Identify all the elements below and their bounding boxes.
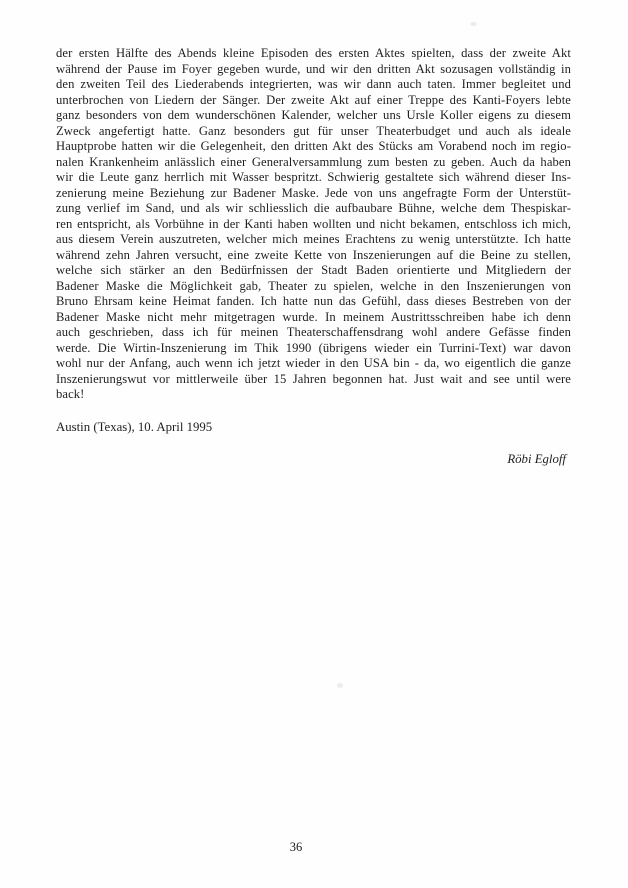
page-number: 36 [289,840,303,854]
text-line: Zweck angefertigt hatte. Ganz besonders gut für unser Theaterbudget und auch als ideale [56,123,571,138]
text-line: zung verlief im Sand, und als wir schliesslich die aufbaubare Bühne, welche dem Thespiskar- [56,201,571,215]
text-line: werde. Die Wirtin-Inszenierung im Thik 1990 (übrigens wieder ein Turrini-Text) war davon [56,340,571,355]
author-signature: Röbi Egloff [507,452,566,466]
text-line: Badener Maske nicht mehr mitgetragen wurde. In meinem Austrittsschreiben habe ich denn [56,309,571,324]
text-line: wohl nur der Anfang, auch wenn ich jetzt wieder in den USA bin - da, wo eigentlich die ganze [56,356,571,370]
text-line: während der Pause im Foyer gegeben wurde, und wir den dritten Akt sozusagen vollständig in [56,61,571,76]
scan-smudge [337,683,343,688]
text-line: Badener Maske die Möglichkeit gab, Theater zu spielen, welche in den Inszenierungen von [56,278,571,293]
text-line: Inszenierungswut vor mittlerweile über 15 Jahren begonnen hat. Just wait and see until were [56,371,571,386]
text-line: nalen Krankenheim anlässlich einer Generalversammlung zum besten zu geben. Auch da haben [56,154,571,169]
text-line: während zehn Jahren versucht, eine zweite Kette von Inszenierungen auf die Beine zu stellen, [56,247,571,262]
text-line: Bruno Ehrsam keine Heimat fanden. Ich hatte nun das Gefühl, dass dieses Bestreben von der [56,294,571,308]
scan-smudge [470,22,477,26]
text-line: unterbrochen von Liedern der Sänger. Der zweite Akt auf einer Treppe des Kanti-Foyers lebte [56,92,571,107]
text-line: welche sich stärker an den Bedürfnissen der Stadt Baden orientierte und Mitgliedern der [56,263,571,277]
date-line: Austin (Texas), 10. April 1995 [56,420,213,434]
text-line: zenierung meine Beziehung zur Badener Maske. Jede von uns angefragte Form der Unterstüt- [56,185,571,200]
text-line: der ersten Hälfte des Abends kleine Episoden des ersten Aktes spielten, dass der zweite Akt [56,46,571,60]
text-line: auch geschrieben, dass ich für meinen Theaterschaffensdrang wohl andere Gefässe finden [56,325,571,339]
text-line: wir die Leute ganz herrlich mit Wasser bespritzt. Schwierig gestaltete sich während dieser Ins- [56,170,571,184]
text-line: back! [56,387,85,401]
body-paragraph [56,46,571,403]
text-line: den zweiten Teil des Liederabends integrierten, was wir dann auch taten. Immer begleitet und [56,77,571,91]
text-line: ganz besonders von dem wunderschönen Kalender, welcher uns Ursle Koller eigens zu diesem [56,108,571,122]
text-line: aus diesem Verein auszutreten, welcher mich meines Erachtens zu wenig unterstützte. Ich hatte [56,232,571,246]
text-line: Hauptprobe hatten wir die Gelegenheit, den dritten Akt des Stücks am Vorabend noch im regio- [56,139,571,153]
text-line: ren entspricht, als Vorbühne in der Kanti haben wollten und nicht bekamen, entschloss ich mich, [56,216,571,231]
